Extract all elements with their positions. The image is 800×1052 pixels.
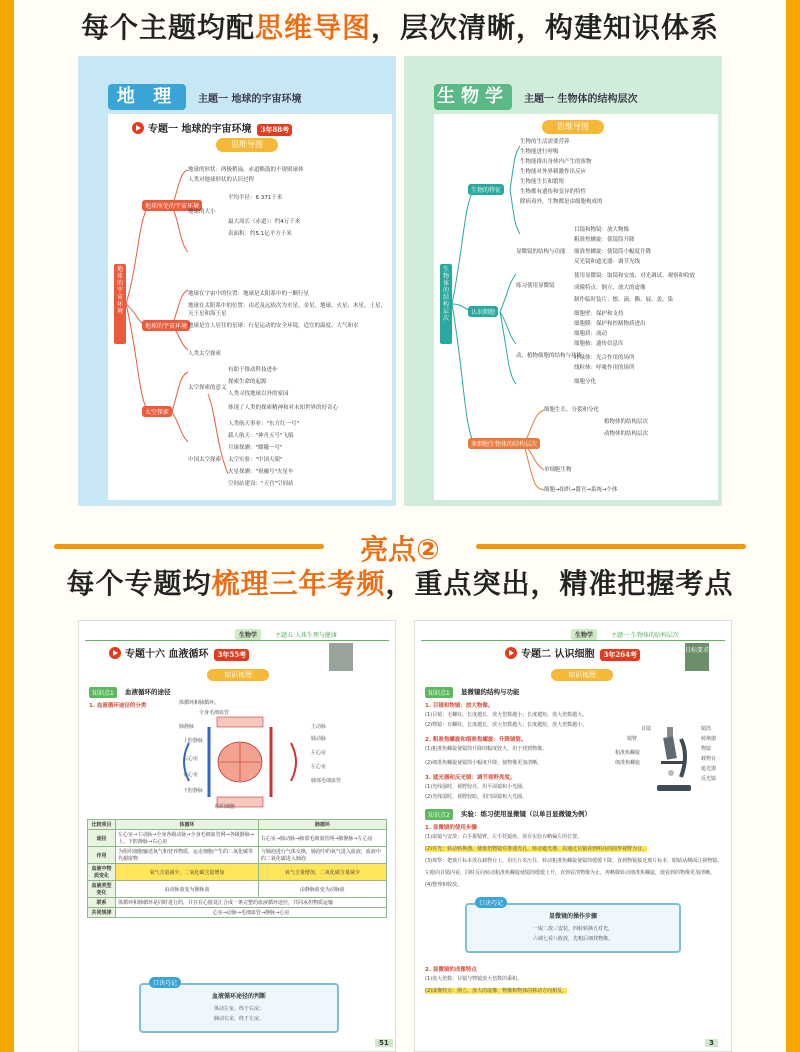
geo-node-13: 太空探索的意义 [188, 385, 227, 391]
right-line3-2-wrap [425, 987, 567, 996]
scope-label-6: 反光镜 [701, 776, 717, 782]
table-cell: 心室→动脉→毛细血管→静脉→心房 [116, 908, 387, 918]
table-cell: 为组织细胞输送氧气和营养物质，运走细胞产生的二氧化碳等代谢废物 [116, 847, 259, 864]
table-cell: 联系 [88, 898, 116, 908]
left-tip-line-0: 体动左室，终于右房； [213, 1006, 264, 1012]
geo-node-21: 空间站建设："天宫"空间站 [228, 481, 294, 487]
geo-node-5: 表面积：约5.1亿平方千米 [228, 231, 292, 237]
left-page-pill: 知识梳理 [207, 669, 269, 681]
right-line-8: (2)光线弱时，视野较暗，用凹面镜和大光圈。 [425, 794, 528, 800]
bio-node-22: 线粒体：呼吸作用的场所 [574, 365, 635, 371]
geo-node-20: 火星探测："祝融号"火星车 [228, 469, 294, 475]
bio-subject-tab: 生物学 [434, 84, 512, 110]
table-cell: 作用 [88, 847, 116, 864]
bio-node-20: 动、植物细胞的结构与功能 [516, 353, 583, 359]
right-line2-5: (4)整理和收放。 [425, 882, 463, 888]
scope-label-1: 镜筒 [701, 726, 712, 732]
right-page-unit: 主题一 生物体的结构层次 [611, 632, 679, 639]
right-page-header [421, 627, 725, 641]
headline-frequency [14, 562, 786, 602]
geo-node-8: 地球是宜人居住的星球：行星运动的安全环境，适宜的温度、大气和水 [188, 323, 359, 329]
left-page-number: 51 [375, 1039, 393, 1047]
right-page-pill: 知识梳理 [551, 669, 613, 681]
left-page-unit: 主题五 人体生理与健康 [275, 632, 337, 639]
table-cell: 血液中物质变化 [88, 864, 116, 881]
right-tip-box [465, 900, 681, 953]
right-tip-line-1: 六调七看八收放，先粗后细找物像。 [532, 936, 613, 942]
table-cell: 与肺泡进行气体交换，肺泡中的氧气进入血液，血液中的二氧化碳进入肺泡 [258, 847, 386, 864]
bio-node-12: 使用显微镜：取镜和安放、对光调试、观察和收放 [574, 273, 696, 279]
geo-node-15: 人类航天事业："东方红一号" [228, 421, 300, 427]
bio-hub-2: 多细胞生物体的结构层次 [468, 438, 540, 449]
table-cell: 体循环和肺循环是同时进行的，并且在心脏处汇合成一条完整的血液循环途径，共同承担物质运输 [116, 898, 387, 908]
bio-node-1: 生物能进行呼吸 [520, 149, 559, 155]
scope-label-9: 细准焦螺旋 [615, 760, 641, 766]
bio-node-3: 生物能对外界刺激作出反应 [520, 169, 587, 175]
highlight-divider [14, 532, 786, 566]
right-line2-1: (1)取镜与安放：右手握镜臂，左手托镜座，放在实验台略偏左的位置。 [425, 834, 583, 840]
scope-label-5: 遮光器 [701, 766, 717, 772]
bio-node-16: 细胞壁：保护和支持 [574, 311, 624, 317]
left-page-kp-title: 血液循环的途径 [125, 688, 171, 696]
right-line3-2: (2)成像特点：倒立、放大的虚像，物像和物体的移动方向相反。 [425, 988, 568, 994]
right-page-kp2-title: 实验：练习使用显微镜（以单目显微镜为例） [461, 810, 591, 818]
diagram-label-10: 肺部毛细血管 [311, 778, 342, 784]
right-page-number: 3 [705, 1039, 718, 1047]
left-page-subject: 生物学 [235, 629, 261, 640]
bio-node-7: 目镜和物镜：放大物像 [574, 227, 630, 233]
left-page-title [109, 645, 249, 661]
right-line2-2: (2)对光：转动转换器，使低倍物镜对准通光孔，转动遮光器，以通过目镜看到明亮的圆形视野为宜。 [425, 846, 648, 852]
table-header: 比较项目 [88, 820, 116, 830]
left-page-title-text: 专题十六 血液循环 [125, 649, 209, 660]
bio-node-17: 细胞膜：保护和控制物质进出 [574, 321, 646, 327]
left-page-section-1-text: 体循环和肺循环。 [179, 700, 220, 706]
headline1-pre: 每个主题均配 [80, 11, 255, 44]
bio-node-27: 单细胞生物 [544, 467, 572, 473]
diagram-label-2: 上腔静脉 [183, 738, 204, 744]
table-row [88, 881, 387, 898]
bio-root-node: 生物体的结构层次 [440, 264, 452, 344]
cell-page [414, 620, 732, 1052]
left-page-section-1: 1. 血液循环途径的分类 [89, 703, 147, 709]
geo-subject-tab: 地 理 [108, 84, 186, 110]
diagram-label-7: 左心房 [311, 750, 327, 756]
left-page-kp-tag: 知识点1 [89, 687, 117, 698]
scope-label-0: 目镜 [641, 726, 652, 732]
headline2-highlight: 梳理三年考频 [211, 567, 386, 600]
headline1-highlight: 思维导图 [254, 11, 371, 44]
circulation-diagram [149, 713, 329, 811]
table-row [88, 847, 387, 864]
table-header: 肺循环 [258, 820, 386, 830]
right-line3-1: (1)放大倍数：目镜与物镜放大倍数的乘积。 [425, 976, 523, 982]
right-tip-title: 显微镜的操作步骤 [548, 913, 597, 920]
bio-node-5: 生物都有遗传和变异的特性 [520, 189, 587, 195]
geo-node-14: 体现了人类的探索精神和对未知世界的好奇心 [228, 405, 339, 411]
table-row [88, 908, 387, 918]
bio-node-9: 显微镜的结构与功能 [516, 249, 566, 255]
diagram-label-9: 肺动脉 [311, 736, 327, 742]
left-tip-title: 血液循环途径的判断 [211, 993, 266, 1000]
bio-node-21: 叶绿体：光合作用的场所 [574, 355, 635, 361]
right-page-kp2-tag: 知识点2 [425, 809, 453, 820]
table-cell: 氧气含量减少，二氧化碳含量增加 [116, 864, 259, 881]
diagram-label-11: 组织细胞 [215, 804, 236, 810]
right-line2-0: 1. 显微镜的使用步骤 [425, 825, 477, 831]
geo-node-3: 地球的大小 [188, 209, 216, 215]
bio-node-19: 细胞核：遗传信息库 [574, 341, 624, 347]
bio-node-8: 粗准焦螺旋：使镜筒升降 [574, 237, 635, 243]
scope-label-7: 镜臂 [627, 736, 638, 742]
left-page-frequency-badge: 3年55考 [214, 649, 249, 661]
right-page-subject: 生物学 [571, 629, 597, 640]
geo-hub-2: 太空探索 [142, 406, 172, 417]
geo-node-16: 载人航天："神舟五号"飞船 [228, 433, 294, 439]
diagram-label-0: 全身毛细血管 [199, 710, 230, 716]
right-tip-tag: 口诀巧记 [475, 897, 507, 908]
geo-node-6: 地球在宇宙中的位置：地球是太阳系中的一颗行星 [188, 291, 310, 297]
geo-node-4: 最大周长（赤道）：约4万千米 [228, 219, 301, 225]
right-line-1: (1)目镜：无螺纹，长度越长，放大倍数越小；长度越短，放大倍数越大。 [425, 712, 588, 718]
right-page-kp1-tag: 知识点1 [425, 687, 453, 698]
geo-node-18: 中国太空探索 [188, 457, 222, 463]
right-line-6: 3. 遮光器和反光镜：调节视野亮度。 [425, 775, 516, 781]
geo-topic: 主题一 地球的宇宙环境 [198, 94, 302, 105]
right-line3-0: 2. 显微镜的成像特点 [425, 967, 477, 973]
bio-node-23: 细胞分化 [574, 379, 597, 385]
table-cell: 共同规律 [88, 908, 116, 918]
bio-node-15: 制作临时装片：擦、滴、撕、展、盖、染 [574, 297, 674, 303]
geo-node-2: 平均半径：6 371千米 [228, 195, 283, 201]
geo-node-1: 人类对地球形状的认识过程 [188, 177, 255, 183]
right-line-0: 1. 目镜和物镜：放大物像。 [425, 703, 494, 709]
right-page-side-block: 目标要求 [685, 643, 709, 671]
microscope-illustration [653, 725, 699, 795]
bio-mindmap-pill: 思维导图 [542, 120, 604, 134]
geo-node-0: 地球的形状：两极稍扁，赤道略鼓的不规则球体 [188, 167, 304, 173]
table-cell: 由动脉血变为静脉血 [116, 881, 259, 898]
bio-node-28: 细胞→组织→器官→系统→个体 [544, 487, 618, 493]
headline2-pre: 每个专题均 [66, 567, 212, 600]
geo-node-19: 太空实验："中国天眼" [228, 457, 283, 463]
bio-node-4: 生物能生长和繁殖 [520, 179, 565, 185]
scope-label-8: 粗准焦螺旋 [615, 750, 641, 756]
diagram-label-4: 右心室 [183, 772, 199, 778]
table-row [88, 864, 387, 881]
scope-label-2: 转换器 [701, 736, 717, 742]
bio-node-18: 细胞质：流动 [574, 331, 608, 337]
diagram-label-3: 右心房 [183, 756, 199, 762]
poster-frame [14, 0, 786, 1052]
geo-node-7: 地球在太阳系中的位置：由近及远依次为水星、金星、地球、火星、木星、土星、天王星和海王星 [188, 303, 387, 317]
headline1-post: ，层次清晰，构建知识体系 [371, 11, 720, 44]
play-icon [109, 647, 121, 659]
geo-node-11: 探索生命的起源 [228, 379, 267, 385]
geo-node-12: 人类寻找地球以外的家园 [228, 391, 289, 397]
bio-node-2: 生物能排出身体内产生的废物 [520, 159, 592, 165]
right-page-title-text: 专题二 认识细胞 [521, 649, 595, 660]
headline2-post: ，重点突出，精准把握考点 [385, 567, 734, 600]
bio-node-6: 除病毒外，生物都是由细胞构成的 [520, 199, 603, 205]
diagram-label-1: 肺静脉 [179, 724, 195, 730]
blood-circulation-page [78, 620, 396, 1052]
bio-node-10: 细准焦螺旋：使镜筒小幅度升降 [574, 249, 652, 255]
geo-root-node: 地球的宇宙环境 [114, 264, 126, 344]
right-line2-4: 左眼向目镜内看，同时反向转动粗准焦螺旋使镜筒缓缓上升，直到看清物像为止，再略微转动细准焦螺旋，使看到的物像更加清晰。 [425, 870, 716, 876]
right-page-title [505, 645, 640, 661]
bio-node-26: 动物体的结构层次 [604, 431, 649, 437]
left-page-header [85, 627, 389, 641]
table-row [88, 830, 387, 847]
right-line-5: (2)细准焦螺旋使镜筒小幅度升降，使物像更加清晰。 [425, 760, 543, 766]
left-tip-line-1: 肺动右室，终于左房。 [213, 1016, 264, 1022]
scope-label-4: 载物台 [701, 756, 717, 762]
biology-mindmap-page [404, 56, 722, 506]
right-line-4: (1)粗准焦螺旋使镜筒升降的幅度较大，用于找到物像。 [425, 746, 548, 752]
table-header: 体循环 [116, 820, 259, 830]
left-tip-box [139, 980, 339, 1033]
right-page-kp1-title: 显微镜的结构与功能 [461, 688, 520, 696]
highlight-label: 亮点② [360, 533, 440, 566]
diagram-label-5: 下腔静脉 [183, 788, 204, 794]
table-cell: 右心室→肺动脉→肺部毛细血管网→肺静脉→左心房 [258, 830, 386, 847]
right-line-2: (2)物镜：有螺纹，长度越长，放大倍数越大；长度越短，放大倍数越小。 [425, 722, 588, 728]
bio-node-13: 练习使用显微镜 [516, 283, 555, 289]
bio-node-25: 植物体的结构层次 [604, 419, 649, 425]
right-line-3: 2. 粗准焦螺旋和细准焦螺旋：升降镜筒。 [425, 737, 527, 743]
diagram-label-6: 主动脉 [311, 724, 327, 730]
geo-node-17: 月球探测："嫦娥一号" [228, 445, 283, 451]
right-line2-3: (3)观察：把玻片标本放在载物台上，用压片夹压住，转动粗准焦螺旋使镜筒缓缓下降，直到物镜接近玻片标本，眼睛从侧面注视物镜。 [425, 858, 723, 864]
play-icon [505, 647, 517, 659]
right-tip-line-0: 一取二放三安装，四转转换五对光， [532, 926, 613, 932]
circulation-table [87, 819, 387, 918]
geography-mindmap-page [78, 56, 396, 506]
geo-mindmap-pill: 思维导图 [216, 138, 278, 152]
geo-hub-0: 地球所处的宇宙环境 [142, 200, 202, 211]
right-line2-2-wrap [425, 845, 647, 854]
bio-node-0: 生物的生活需要营养 [520, 139, 570, 145]
bio-node-11: 反光镜和遮光器：调节光线 [574, 259, 641, 265]
bio-node-24: 细胞生长、分裂和分化 [544, 407, 600, 413]
left-page-tab-block [329, 643, 353, 671]
table-cell: 途径 [88, 830, 116, 847]
table-row [88, 898, 387, 908]
table-cell: 左心室→主动脉→全身各级动脉→全身毛细血管网→各级静脉→上、下腔静脉→右心房 [116, 830, 259, 847]
table-cell: 血液类型变化 [88, 881, 116, 898]
headline-mindmap [14, 6, 786, 46]
bio-sheet [434, 114, 718, 500]
table-cell: 氧气含量增加，二氧化碳含量减少 [258, 864, 386, 881]
right-line-7: (1)光线强时，视野较亮，用平面镜和小光圈。 [425, 784, 528, 790]
bio-hub-1: 认识细胞 [468, 306, 498, 317]
left-tip-tag: 口诀巧记 [149, 977, 181, 988]
bio-node-14: 成像特点：倒立、放大的虚像 [574, 285, 646, 291]
bio-hub-0: 生物的特征 [468, 184, 504, 195]
geo-frequency-badge: 3年88考 [257, 124, 292, 136]
geo-node-9: 人类太空探索 [188, 351, 222, 357]
table-cell: 由静脉血变为动脉血 [258, 881, 386, 898]
scope-label-3: 物镜 [701, 746, 712, 752]
geo-node-10: 有助于推动科技进步 [228, 367, 278, 373]
geo-hub-1: 地球的宇宙环境 [142, 320, 190, 331]
geo-sheet [108, 114, 392, 500]
right-page-frequency-badge: 3年264考 [600, 649, 639, 661]
table-header-row [88, 820, 387, 830]
geo-subtitle-text: 专题一 地球的宇宙环境 [148, 124, 252, 135]
bio-topic: 主题一 生物体的结构层次 [524, 94, 638, 105]
diagram-label-8: 左心室 [311, 764, 327, 770]
